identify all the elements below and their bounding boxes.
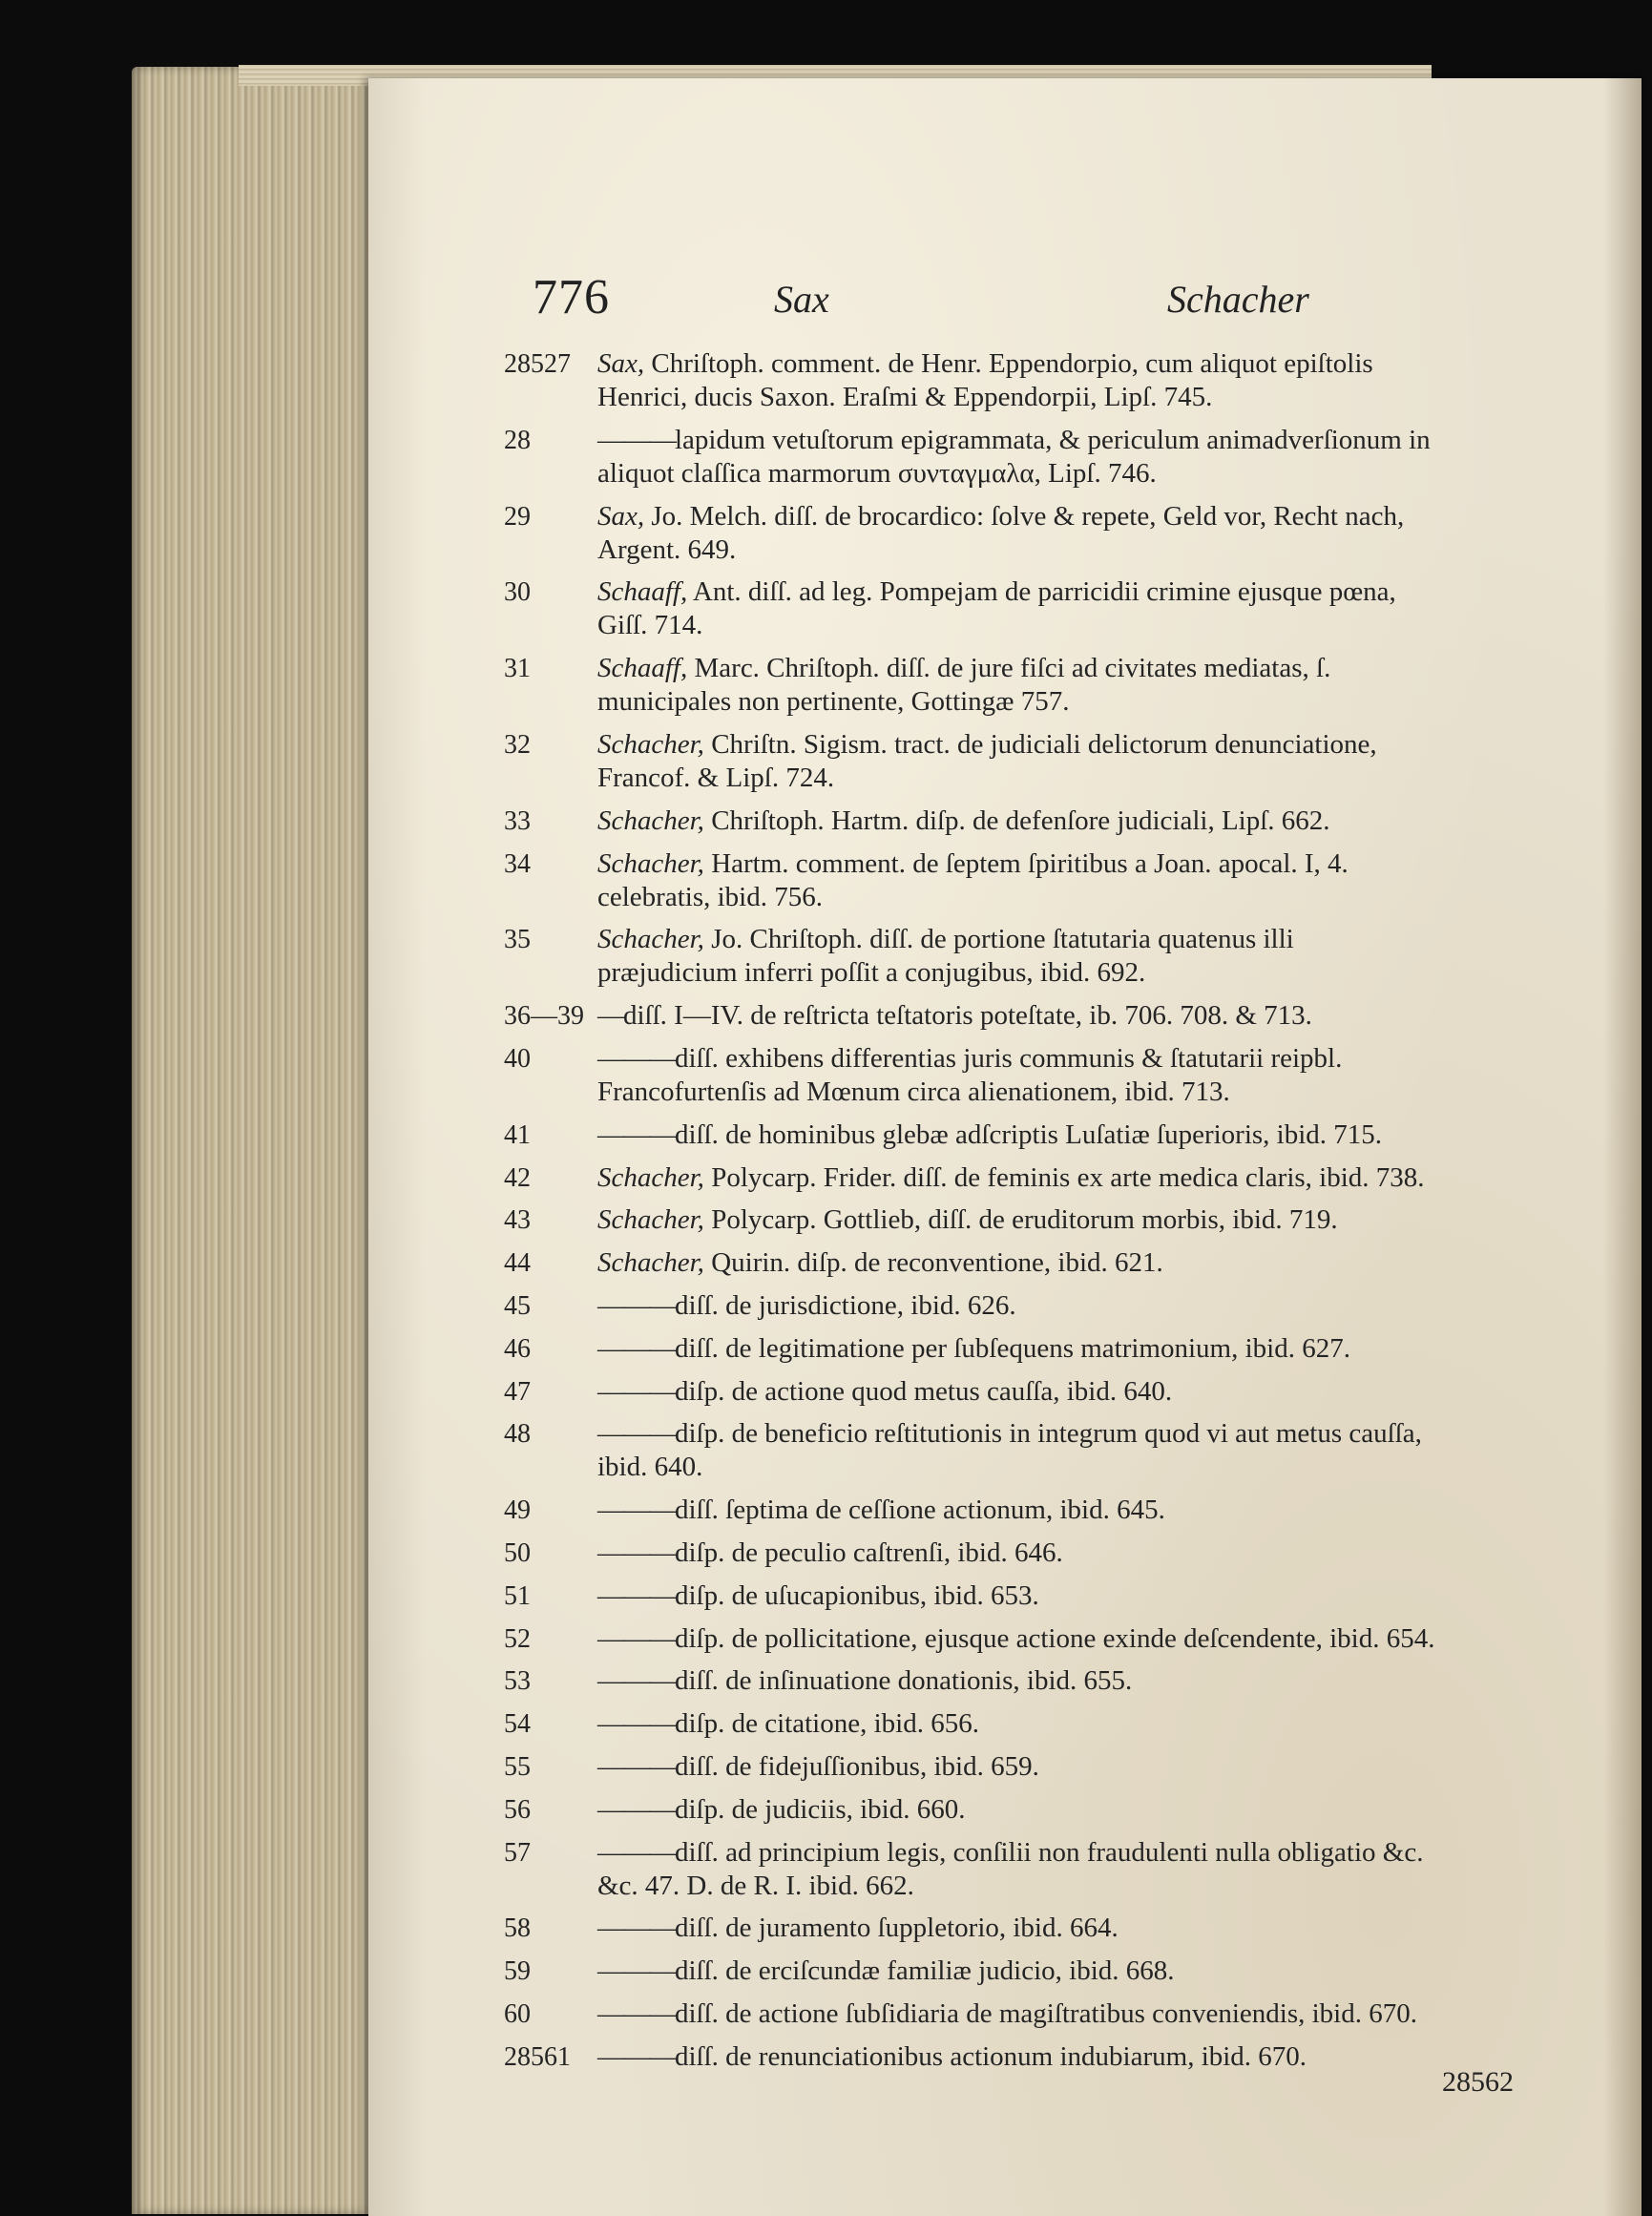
entry-text: [597, 1332, 1437, 1366]
entry-author: ———: [597, 1708, 675, 1740]
entry-number: 36—39: [504, 1001, 584, 1032]
entry-body: Quirin. diſp. de reconventione, ibid. 621.: [711, 1247, 1163, 1279]
entry-text: [597, 500, 1437, 567]
entry-text: [597, 424, 1437, 491]
entry-text: [597, 1537, 1437, 1570]
entry-body: diſp. de judiciis, ibid. 660.: [675, 1793, 966, 1825]
entry-number: 56: [504, 1794, 531, 1825]
entry-body: Chriſtoph. comment. de Henr. Eppendorpio, cum aliquot epiſtolis Henrici, ducis Saxon. Eraſmi & Eppendorpii, Lipſ. 745.: [597, 348, 1373, 412]
entry-number: 28561: [504, 2041, 571, 2072]
entry-number: 41: [504, 1119, 531, 1150]
entry-number: 60: [504, 1998, 531, 2029]
catalog-entries: [368, 347, 1642, 2083]
catalog-entry: [368, 500, 1642, 567]
entry-number: 30: [504, 577, 531, 608]
entry-text: [597, 1664, 1437, 1698]
entry-author: Sax,: [597, 348, 645, 379]
catalog-entry: [368, 1494, 1642, 1527]
catalog-entry: [368, 1246, 1642, 1280]
entry-author: ———: [597, 1579, 675, 1611]
catalog-entry: [368, 1203, 1642, 1237]
catalog-entry: [368, 347, 1642, 414]
entry-text: [597, 1955, 1437, 1988]
entry-author: ———: [597, 1750, 675, 1782]
entry-author: Schacher,: [597, 1247, 704, 1279]
entry-body: diſſ. ſeptima de ceſſione actionum, ibid. 645.: [675, 1495, 1165, 1526]
entry-text: [597, 805, 1437, 838]
entry-number: 28527: [504, 349, 571, 379]
entry-body: Ant. diſſ. ad leg. Pompejam de parricidii crimine ejusque pœna, Giſſ. 714.: [597, 576, 1396, 641]
entry-text: [597, 1161, 1437, 1195]
entry-text: [597, 652, 1437, 719]
entry-text: [597, 1289, 1437, 1323]
entry-author: ———: [597, 1793, 675, 1825]
catalog-entry: [368, 1537, 1642, 1570]
catalog-entry: [368, 728, 1642, 795]
entry-author: ———: [597, 1537, 675, 1568]
book-page: [368, 78, 1642, 2216]
catalog-entry: [368, 652, 1642, 719]
entry-body: diſſ. de legitimatione per ſubſequens matrimonium, ibid. 627.: [675, 1332, 1350, 1364]
entry-body: diſſ. de jurisdictione, ibid. 626.: [675, 1289, 1016, 1321]
entry-author: —: [597, 1000, 623, 1032]
entry-text: [597, 847, 1437, 914]
entry-author: ———: [597, 1418, 675, 1450]
entry-text: [597, 1912, 1437, 1945]
entry-body: Chriſtn. Sigism. tract. de judiciali delictorum denunciatione, Francof. & Lipſ. 724.: [597, 728, 1377, 793]
entry-author: Schacher,: [597, 805, 704, 836]
catalog-entry: [368, 999, 1642, 1033]
entry-number: 32: [504, 729, 531, 760]
entry-body: diſſ. de actione ſubſidiaria de magiſtratibus conveniendis, ibid. 670.: [675, 1997, 1417, 2029]
entry-number: 59: [504, 1956, 531, 1987]
entry-author: Schacher,: [597, 847, 704, 879]
entry-text: [597, 1793, 1437, 1827]
entry-body: Chriſtoph. Hartm. diſp. de defenſore judiciali, Lipſ. 662.: [711, 805, 1330, 836]
entry-number: 55: [504, 1751, 531, 1782]
entry-text: [597, 1417, 1437, 1484]
entry-body: Jo. Chriſtoph. diſſ. de portione ſtatutaria quatenus illi præjudicium inferri poſſit a conjugibus, ibid. 692.: [597, 924, 1294, 989]
entry-number: 46: [504, 1333, 531, 1364]
entry-number: 49: [504, 1495, 531, 1526]
running-head-left: Sax: [774, 278, 829, 321]
entry-text: [597, 1622, 1437, 1656]
catalog-entry: [368, 1912, 1642, 1945]
entry-text: [597, 1203, 1437, 1237]
entry-body: diſp. de citatione, ibid. 656.: [675, 1708, 979, 1740]
entry-author: Schaaff,: [597, 576, 688, 608]
entry-author: ———: [597, 1836, 675, 1868]
entry-author: ———: [597, 1042, 675, 1074]
catalog-entry: [368, 1997, 1642, 2031]
catalog-entry: [368, 805, 1642, 838]
entry-text: [597, 1750, 1437, 1784]
catalog-entry: [368, 1118, 1642, 1152]
catalog-entry: [368, 1417, 1642, 1484]
entry-body: diſſ. de fidejuſſionibus, ibid. 659.: [675, 1750, 1039, 1782]
catalog-entry: [368, 1161, 1642, 1195]
entry-body: diſſ. de renunciationibus actionum indubiarum, ibid. 670.: [675, 2040, 1307, 2072]
entry-body: diſſ. de hominibus glebæ adſcriptis Luſatiæ ſuperioris, ibid. 715.: [675, 1118, 1383, 1150]
entry-number: 54: [504, 1709, 531, 1740]
entry-body: diſp. de beneficio reſtitutionis in integrum quod vi aut metus cauſſa, ibid. 640.: [597, 1418, 1422, 1483]
entry-text: [597, 1118, 1437, 1152]
entry-text: [597, 1707, 1437, 1741]
entry-author: Schacher,: [597, 1204, 704, 1236]
catalog-entry: [368, 1664, 1642, 1698]
entry-number: 45: [504, 1290, 531, 1321]
entry-author: ———: [597, 1375, 675, 1407]
entry-author: ———: [597, 2040, 675, 2072]
entry-number: 34: [504, 848, 531, 879]
entry-number: 28: [504, 425, 531, 455]
entry-number: 50: [504, 1537, 531, 1568]
entry-text: [597, 1997, 1437, 2031]
entry-author: ———: [597, 1997, 675, 2029]
catchword: 28562: [1442, 2066, 1514, 2098]
entry-number: 33: [504, 805, 531, 836]
entry-body: diſp. de uſucapionibus, ibid. 653.: [675, 1579, 1039, 1611]
entry-author: ———: [597, 1622, 675, 1654]
entry-number: 31: [504, 654, 531, 684]
entry-body: Polycarp. Frider. diſſ. de feminis ex arte medica claris, ibid. 738.: [711, 1161, 1425, 1193]
catalog-entry: [368, 1579, 1642, 1613]
entry-author: ———: [597, 1495, 675, 1526]
entry-text: [597, 728, 1437, 795]
entry-body: diſp. de pollicitatione, ejusque actione exinde deſcendente, ibid. 654.: [675, 1622, 1435, 1654]
entry-text: [597, 1246, 1437, 1280]
entry-body: Polycarp. Gottlieb, diſſ. de eruditorum morbis, ibid. 719.: [711, 1204, 1338, 1236]
entry-body: diſp. de peculio caſtrenſi, ibid. 646.: [675, 1537, 1063, 1568]
entry-author: ———: [597, 1913, 675, 1944]
entry-number: 58: [504, 1913, 531, 1944]
entry-body: diſſ. de inſinuatione donationis, ibid. 655.: [675, 1665, 1133, 1697]
catalog-entry: [368, 1622, 1642, 1656]
entry-number: 51: [504, 1580, 531, 1611]
catalog-entry: [368, 575, 1642, 642]
entry-text: [597, 999, 1437, 1033]
entry-text: [597, 923, 1437, 990]
entry-number: 52: [504, 1623, 531, 1654]
running-head: [368, 269, 1642, 326]
entry-number: 35: [504, 925, 531, 955]
entry-number: 29: [504, 501, 531, 532]
catalog-entry: [368, 1289, 1642, 1323]
entry-author: ———: [597, 1665, 675, 1697]
entry-body: Hartm. comment. de ſeptem ſpiritibus a Joan. apocal. I, 4. celebratis, ibid. 756.: [597, 847, 1349, 912]
entry-body: diſp. de actione quod metus cauſſa, ibid. 640.: [675, 1375, 1173, 1407]
entry-body: Marc. Chriſtoph. diſſ. de jure fiſci ad civitates mediatas, ſ. municipales non pertinente, Gottingæ 757.: [597, 653, 1331, 718]
page-number: 776: [533, 270, 610, 324]
entry-author: Schacher,: [597, 728, 704, 760]
catalog-entry: [368, 1042, 1642, 1109]
entry-number: 42: [504, 1162, 531, 1193]
entry-number: 57: [504, 1837, 531, 1868]
entry-body: diſſ. de juramento ſuppletorio, ibid. 664.: [675, 1913, 1119, 1944]
entry-text: [597, 2040, 1437, 2074]
entry-text: [597, 1579, 1437, 1613]
entry-number: 40: [504, 1043, 531, 1074]
page-edges: [132, 67, 380, 2214]
entry-body: diſſ. exhibens differentias juris communis & ſtatutarii reipbl. Francofurtenſis ad Mœnum circa alienationem, ibid. 713.: [597, 1042, 1343, 1107]
entry-number: 47: [504, 1376, 531, 1407]
entry-text: [597, 1042, 1437, 1109]
entry-body: diſſ. I—IV. de reſtricta teſtatoris poteſtate, ib. 706. 708. & 713.: [623, 1000, 1312, 1032]
catalog-entry: [368, 424, 1642, 491]
catalog-entry: [368, 1332, 1642, 1366]
entry-number: 53: [504, 1666, 531, 1697]
catalog-entry: [368, 923, 1642, 990]
entry-body: Jo. Melch. diſſ. de brocardico: ſolve & repete, Geld vor, Recht nach, Argent. 649.: [597, 500, 1405, 565]
entry-text: [597, 1836, 1437, 1903]
entry-author: ———: [597, 1332, 675, 1364]
entry-number: 44: [504, 1248, 531, 1279]
entry-author: Schacher,: [597, 1161, 704, 1193]
entry-author: Schaaff,: [597, 653, 688, 684]
entry-text: [597, 1494, 1437, 1527]
entry-text: [597, 1375, 1437, 1409]
entry-author: ———: [597, 424, 675, 455]
entry-author: ———: [597, 1118, 675, 1150]
entry-author: ———: [597, 1289, 675, 1321]
entry-number: 48: [504, 1419, 531, 1450]
catalog-entry: [368, 1836, 1642, 1903]
entry-author: Schacher,: [597, 924, 704, 955]
catalog-entry: [368, 1375, 1642, 1409]
entry-author: Sax,: [597, 500, 645, 532]
entry-body: diſſ. ad principium legis, conſilii non fraudulenti nulla obligatio &c. &c. 47. D. de R. I. ibid. 662.: [597, 1836, 1424, 1901]
catalog-entry: [368, 1750, 1642, 1784]
entry-body: diſſ. de erciſcundæ familiæ judicio, ibid. 668.: [675, 1955, 1175, 1987]
catalog-entry: [368, 1793, 1642, 1827]
entry-number: 43: [504, 1205, 531, 1236]
entry-text: [597, 575, 1437, 642]
catalog-entry: [368, 847, 1642, 914]
entry-text: [597, 347, 1437, 414]
running-head-right: Schacher: [1167, 278, 1309, 321]
catalog-entry: [368, 1707, 1642, 1741]
catalog-entry: [368, 1955, 1642, 1988]
entry-author: ———: [597, 1955, 675, 1987]
entry-body: lapidum vetuſtorum epigrammata, & periculum animadverſionum in aliquot claſſica marmorum συνταγμαλα, Lipſ. 746.: [597, 424, 1431, 489]
